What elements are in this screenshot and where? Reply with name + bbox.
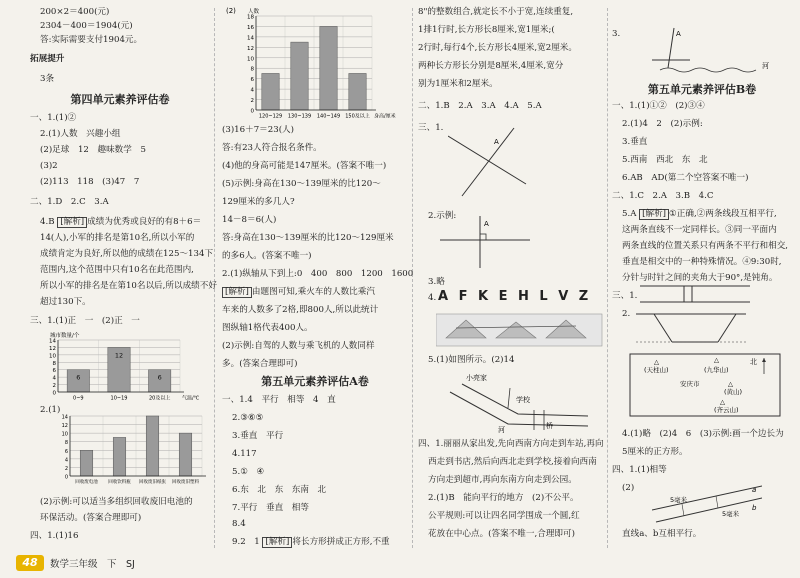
text-line: (3)16＋7＝23(人) — [222, 125, 294, 135]
text-line: 三、1. — [418, 123, 444, 133]
x-axis-label: 身高/厘米 — [374, 113, 396, 120]
text-line: [解析] 由题图可知,乘火车的人数比乘汽 — [222, 286, 375, 298]
y-tick-label: 6 — [52, 368, 56, 375]
text-line: 范围内,这个范围中只有10名在此范围内, — [40, 265, 194, 275]
text-line: 两种长方形长分别是8厘米,4厘米,宽分 — [418, 61, 564, 71]
bar — [179, 433, 192, 476]
analysis-tag: [解析] — [639, 209, 669, 220]
trapezoid-figure — [636, 308, 746, 346]
distance-label: 5毫米 — [722, 510, 740, 518]
text-line: 直线a、b互相平行。 — [622, 529, 702, 539]
bar-chart-height — [226, 4, 406, 122]
text-line: 4.B [解析] 成绩为优秀或良好的有8＋6＝ — [40, 217, 202, 227]
text-line: 200×2＝400(元) — [40, 7, 110, 17]
column-1 — [30, 0, 217, 548]
text-line: 二、1.C 2.A 3.B 4.C — [612, 191, 714, 201]
category-label: 0~9 — [73, 395, 84, 402]
column-4 — [612, 0, 792, 548]
text-line: 9.2 1 [解析] 将长方形拼成正方形,不重 — [232, 537, 390, 547]
text-line: (3)2 — [40, 161, 58, 171]
text-line: 花放在中心点。(答案不唯一,合理即可) — [428, 529, 575, 539]
svg-text:△: △ — [728, 380, 733, 388]
text-line: 四、1.丽丽从家出发,先向西南方向走到车站,再向 — [418, 439, 604, 449]
y-tick-label: 10 — [61, 431, 68, 438]
text-line: 2.(1) — [40, 405, 61, 415]
analysis-tag: [解析] — [262, 537, 292, 548]
text-line: 2.(1)4 2 (2)示例: — [622, 119, 703, 129]
bar — [291, 42, 308, 110]
symmetry-picture — [436, 308, 604, 348]
text-line: (2)足球 12 趣味数学 5 — [40, 145, 146, 155]
text-line: 四、1.(1)16 — [30, 531, 79, 541]
text-line: (2)示例:自驾的人数与乘飞机的人数同样 — [222, 341, 375, 351]
text-line: 14(人),小军的排名是第10名,所以小军的 — [40, 233, 195, 243]
text-line: 5.① ④ — [232, 467, 265, 477]
bar — [262, 73, 279, 110]
text-line: 三、1. — [612, 291, 638, 301]
text-line: 垂直是相交中的一种特殊情况。④9:30时, — [622, 257, 782, 267]
anhui-map — [628, 350, 794, 420]
y-tick-label: 8 — [250, 66, 254, 73]
place-label: 安庆市 — [680, 380, 700, 388]
page-number: 48 — [16, 555, 44, 571]
text-line: 一、1.(1)①② (2)③④ — [612, 101, 705, 111]
text-line: 4. — [428, 293, 437, 303]
text-line: 图纵轴1格代表400人。 — [222, 323, 313, 333]
y-tick-label: 4 — [52, 375, 56, 382]
line-label: a — [752, 486, 757, 494]
bar — [349, 73, 366, 110]
y-axis-label: 城市数量/个 — [50, 333, 80, 339]
text-line: 5厘米的正方形。 — [622, 447, 688, 457]
text-line: 超过130下。 — [40, 297, 91, 307]
text-line: 14－8＝6(人) — [222, 215, 277, 225]
y-tick-label: 8 — [64, 440, 68, 447]
column-divider — [607, 8, 608, 548]
y-tick-label: 14 — [247, 35, 254, 42]
place-label: (天柱山) — [644, 366, 669, 374]
place-label: (九华山) — [704, 366, 729, 374]
y-tick-label: 12 — [49, 345, 56, 352]
text-line: 2304－400＝1904(元) — [40, 21, 133, 31]
page-footer — [12, 552, 788, 574]
text-line: 答:身高在130～139厘米的比120～129厘米 — [222, 233, 394, 243]
text-line: 3.垂直 平行 — [232, 431, 284, 441]
book-title: 数学三年级 下 SJ — [50, 559, 135, 570]
column-2 — [222, 0, 414, 548]
text-line: 3.略 — [428, 277, 445, 287]
river-label: 河 — [762, 62, 769, 70]
text-line: 两条直线的位置关系只有两条不平行和相交, — [622, 241, 789, 251]
category-label: 130~139 — [287, 113, 312, 120]
river-perpendicular-figure — [650, 22, 780, 78]
text-line: 2行时,每行4个,长方形长4厘米,宽2厘米。 — [418, 43, 577, 53]
letters-answer: A F K E H L V Z — [438, 289, 592, 304]
category-label: 120~129 — [258, 113, 283, 120]
chart-number-label: (2) — [226, 7, 236, 15]
bar-value-label: 6 — [157, 373, 162, 382]
text-line: 环保活动。(答案合理即可) — [40, 513, 142, 523]
text-line: 成绩肯定为良好,所以他的成绩在125～134下 — [40, 249, 214, 259]
text-line: 2.(1)人数 兴趣小组 — [40, 129, 121, 139]
text-line: 2. — [622, 309, 631, 319]
text-line: 二、1.B 2.A 3.A 4.A 5.A — [418, 101, 542, 111]
place-label: (黄山) — [724, 388, 743, 396]
y-tick-label: 16 — [247, 24, 254, 31]
text-line: 三、1.(1)正 一 (2)正 一 — [30, 316, 140, 326]
text-line: 5.西南 西北 东 北 — [622, 155, 708, 165]
column-3 — [418, 0, 604, 548]
y-tick-label: 2 — [52, 383, 56, 390]
section-heading: 拓展提升 — [30, 54, 65, 64]
category-label: 140~149 — [316, 113, 341, 120]
parallel-ab-figure — [652, 480, 762, 524]
y-tick-label: 6 — [64, 448, 68, 455]
y-tick-label: 14 — [49, 338, 56, 345]
analysis-tag: [解析] — [222, 287, 252, 298]
y-tick-label: 6 — [250, 77, 254, 84]
text-line: (2)示例:可以适当多组织回收废旧电池的 — [40, 497, 193, 507]
text-line: 答:有23人符合报名条件。 — [222, 143, 322, 153]
place-label: (齐云山) — [714, 406, 739, 414]
text-line: 四、1.(1)相等 — [612, 465, 667, 475]
text-line: 6.东 北 东 东南 北 — [232, 485, 327, 495]
section-title: 第五单元素养评估B卷 — [647, 83, 757, 96]
bar — [146, 416, 159, 476]
text-line: 2.示例: — [428, 211, 457, 221]
route-map — [448, 372, 588, 434]
text-line: 5.A [解析] ①正确,②两条线段互相平行, — [622, 209, 777, 219]
text-line: 分针与时针之间的夹角大于90°,是钝角。 — [622, 273, 778, 283]
text-line: 3. — [612, 29, 621, 39]
y-tick-label: 8 — [52, 360, 56, 367]
text-line: 2.(1)B 能向平行的地方 (2)不公平。 — [428, 493, 579, 503]
svg-text:△: △ — [654, 358, 659, 366]
svg-text:△: △ — [714, 356, 719, 364]
analysis-tag: [解析] — [57, 217, 87, 228]
y-tick-label: 4 — [250, 87, 254, 94]
north-label: 北 — [750, 358, 757, 366]
bar-chart-temperature — [34, 330, 210, 402]
y-tick-label: 12 — [61, 423, 68, 430]
category-label: 150及以上 — [345, 113, 370, 120]
bridge-label: 桥 — [546, 422, 553, 430]
text-line: 西走到书店,然后向西北走到学校,接着向西南 — [428, 457, 597, 467]
point-label: A — [484, 220, 489, 228]
text-line: (2) — [622, 483, 635, 493]
bar-value-label: 12 — [114, 351, 124, 360]
bar-chart-recycling — [56, 410, 216, 490]
text-line: 车来的人数多了2格,即800人,所以此统计 — [222, 305, 379, 315]
text-line: 一、1.4 平行 相等 4 直 — [222, 395, 336, 405]
point-label: A — [676, 30, 681, 38]
section-title: 第四单元素养评估卷 — [70, 93, 170, 106]
text-line: 别为1厘米和2厘米。 — [418, 79, 498, 89]
category-label: 10~19 — [110, 395, 128, 402]
river-label: 河 — [498, 426, 505, 434]
text-line: (5)示例:身高在130～139厘米的比120～ — [222, 179, 381, 189]
text-line: 3条 — [40, 74, 55, 84]
category-label: 回收废旧塑料 — [172, 480, 199, 485]
text-line: 公平规则:可以让四名同学围成一个圆,红 — [428, 511, 580, 521]
y-tick-label: 10 — [247, 56, 254, 63]
y-tick-label: 2 — [250, 98, 254, 105]
text-line: 所以小军的排名是在第10名以后,所以成绩不好 — [40, 281, 217, 291]
text-line: 1排1行时,长方形长8厘米,宽1厘米;( — [418, 25, 555, 35]
text-line: 方向走到超市,再向东南方向走到公园。 — [428, 475, 577, 485]
text-line: 3.垂直 — [622, 137, 648, 147]
y-tick-label: 10 — [49, 353, 56, 360]
school-label: 学校 — [516, 396, 530, 404]
y-tick-label: 0 — [250, 108, 254, 115]
text-line: 4.117 — [232, 449, 257, 459]
parallel-line-figure — [440, 212, 530, 272]
y-tick-label: 0 — [64, 474, 68, 481]
text-line: 一、1.(1)② — [30, 113, 77, 123]
y-tick-label: 0 — [52, 390, 56, 397]
distance-label: 5毫米 — [670, 496, 688, 504]
text-line: 二、1.D 2.C 3.A — [30, 197, 109, 207]
text-line: (2)113 118 (3)47 7 — [40, 177, 140, 187]
category-label: 20及以上 — [148, 395, 171, 402]
text-line: 5.(1)如图所示。(2)14 — [428, 355, 515, 365]
text-line: 8.4 — [232, 519, 246, 529]
bar-value-label: 6 — [76, 373, 81, 382]
perpendicular-lines-figure — [448, 126, 528, 206]
text-line: 2.③⑥⑤ — [232, 413, 264, 423]
line-label: b — [752, 504, 757, 512]
bar — [80, 450, 93, 476]
x-axis-label: 气温/℃ — [182, 395, 200, 402]
text-line: 的多6人。(答案不唯一) — [222, 251, 312, 261]
y-tick-label: 2 — [64, 465, 68, 472]
text-line: 8"的整数组合,就定长不小于宽,连续重复, — [418, 7, 574, 17]
text-line: 6.AB AD(第二个空答案不唯一) — [622, 173, 749, 183]
text-line: 这两条直线不一定同样长。③同一平面内 — [622, 225, 777, 235]
category-label: 回收废电池 — [75, 480, 98, 485]
text-line: 4.(1)略 (2)4 6 (3)示例:画一个边长为 — [622, 429, 784, 439]
category-label: 回收废旧纸张 — [139, 480, 166, 485]
y-tick-label: 18 — [247, 14, 254, 21]
bar — [320, 26, 337, 110]
svg-text:△: △ — [720, 398, 725, 406]
y-tick-label: 12 — [247, 45, 254, 52]
section-title: 第五单元素养评估A卷 — [261, 375, 369, 388]
text-line: 129厘米的多几人? — [222, 197, 295, 207]
text-line: (4)他的身高可能是147厘米。(答案不唯一) — [222, 161, 387, 171]
text-line: 2.(1)纵轴从下到上:0 400 800 1200 1600 — [222, 269, 414, 279]
parallel-lines-figure — [640, 280, 750, 306]
y-tick-label: 14 — [61, 414, 68, 421]
text-line: 7.平行 垂直 相等 — [232, 503, 309, 513]
home-label: 小亮家 — [466, 374, 487, 382]
y-tick-label: 4 — [64, 457, 68, 464]
bar — [113, 437, 126, 476]
category-label: 回收饮料瓶 — [108, 480, 131, 485]
y-axis-label: 人数 — [248, 9, 260, 15]
point-label: A — [494, 138, 499, 146]
text-line: 答:实际需要支付1904元。 — [40, 35, 143, 45]
text-line: 多。(答案合理即可) — [222, 359, 298, 369]
